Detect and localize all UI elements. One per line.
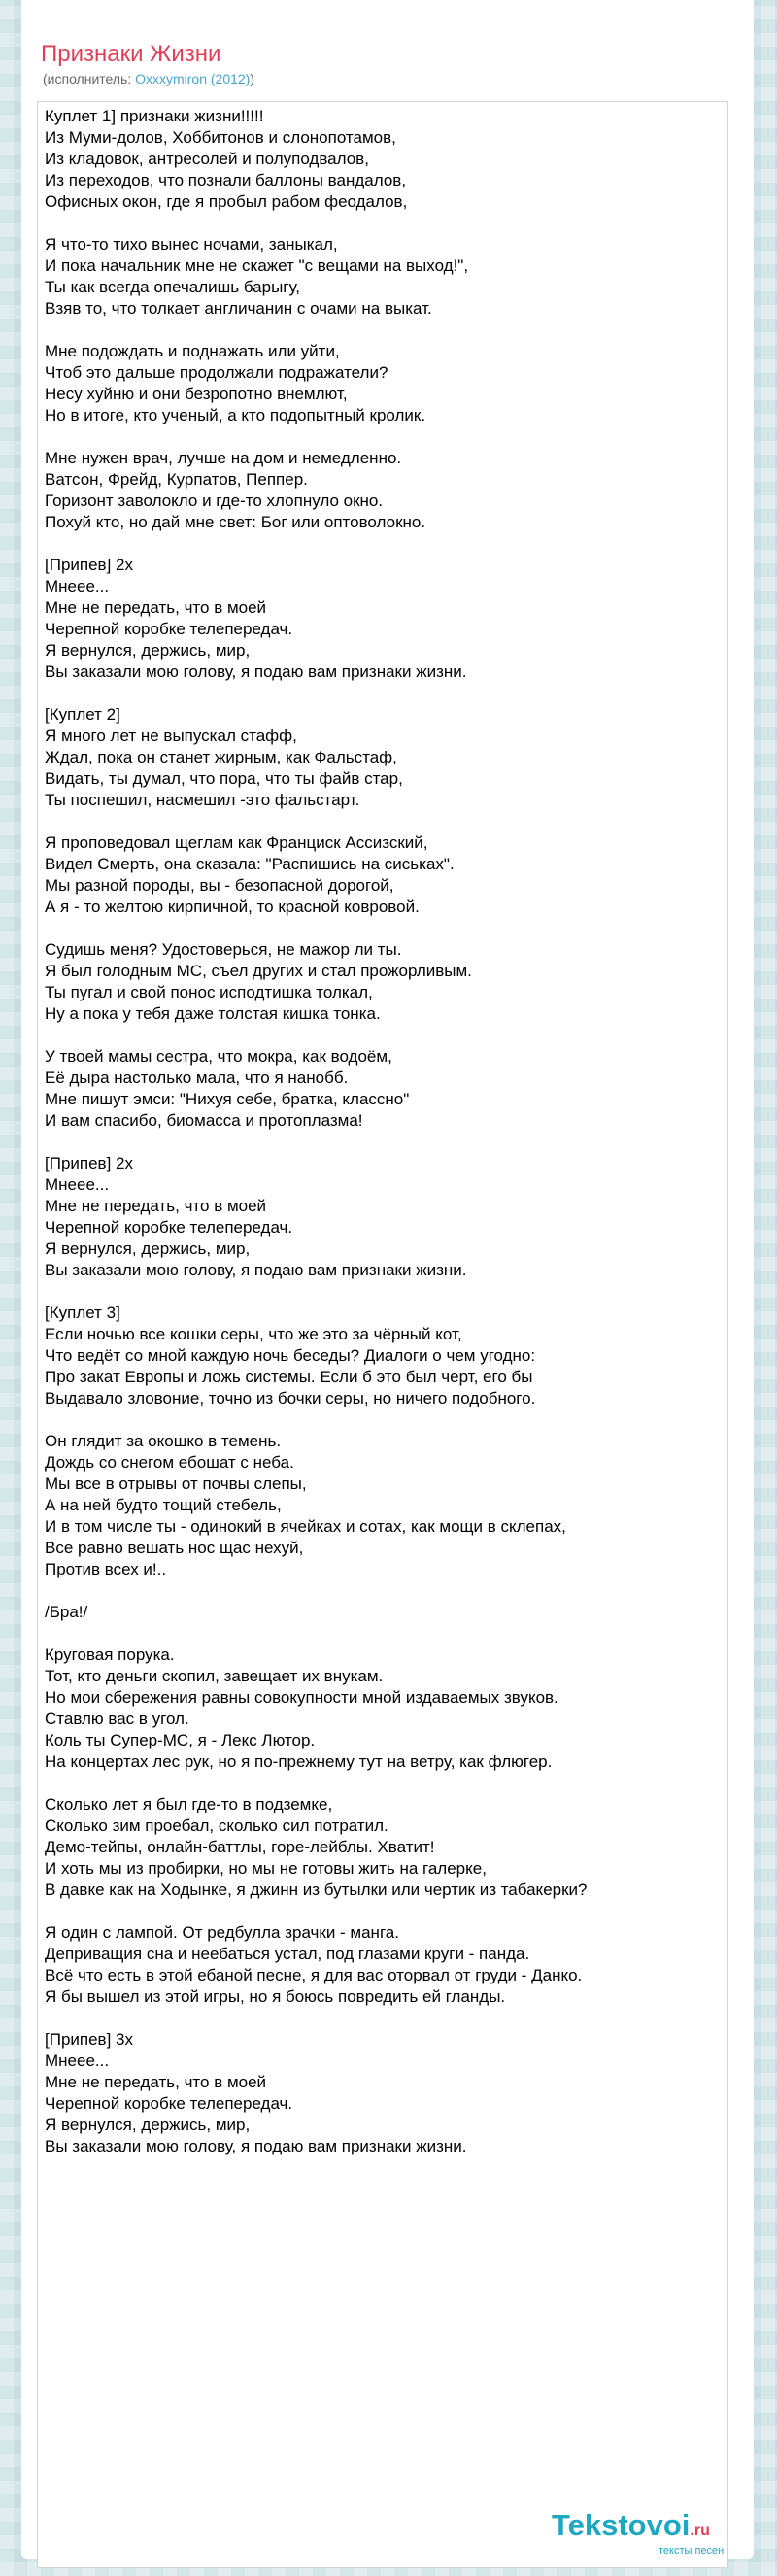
lyric-line: Вы заказали мою голову, я подаю вам признаки жизни.	[45, 662, 467, 681]
artist-line	[43, 70, 254, 87]
lyric-line: [Припев] 3x	[45, 2030, 133, 2049]
lyric-line: Мне не передать, что в моей	[45, 1197, 267, 1215]
artist-suffix: )	[250, 71, 255, 86]
lyric-blank-line	[45, 533, 727, 555]
lyric-line: Всё что есть в этой ебаной песне, я для вас оторвал от груди - Данко.	[45, 1966, 583, 1984]
lyric-line: Ждал, пока он станет жирным, как Фальстаф,	[45, 748, 397, 766]
lyric-line: Все равно вешать нос щас нехуй,	[45, 1539, 304, 1557]
lyric-blank-line	[45, 1025, 727, 1046]
lyric-line: Мы разной породы, вы - безопасной дорогой,	[45, 876, 394, 895]
lyric-line: Офисных окон, где я пробыл рабом феодалов,	[45, 192, 408, 211]
lyric-blank-line	[45, 1773, 727, 1794]
lyric-line: Ватсон, Фрейд, Курпатов, Пеппер.	[45, 470, 308, 489]
lyric-blank-line	[45, 918, 727, 939]
lyric-line: Я что-то тихо вынес ночами, заныкал,	[45, 235, 338, 254]
tekstovoi-logo[interactable]	[552, 2508, 746, 2562]
lyric-line: И хоть мы из пробирки, но мы не готовы жить на галерке,	[45, 1859, 487, 1878]
lyric-line: А я - то желтою кирпичной, то красной ковровой.	[45, 898, 420, 916]
lyric-blank-line	[45, 1409, 727, 1431]
artist-link[interactable]: Oxxxymiron (2012)	[135, 71, 251, 86]
lyric-line: Её дыра настолько мала, что я нанобб.	[45, 1068, 349, 1087]
lyric-line: Сколько зим проебал, сколько сил потратил.	[45, 1816, 388, 1835]
song-title: Признаки Жизни	[41, 41, 221, 67]
lyric-line: Видел Смерть, она сказала: "Распишись на сиськах".	[45, 855, 455, 873]
lyric-line: Что ведёт со мной каждую ночь беседы? Диалоги о чем угодно:	[45, 1346, 536, 1365]
lyric-line: Мне не передать, что в моей	[45, 2073, 267, 2091]
lyric-line: Черепной коробке телепередач.	[45, 2094, 293, 2113]
lyric-line: [Куплет 2]	[45, 705, 120, 724]
lyric-line: Вы заказали мою голову, я подаю вам признаки жизни.	[45, 2137, 467, 2155]
lyric-blank-line	[45, 1580, 727, 1602]
lyric-line: Взяв то, что толкает англичанин с очами на выкат.	[45, 299, 432, 318]
lyric-line: Из Муми-долов, Хоббитонов и слонопотамов,	[45, 128, 396, 147]
lyric-line: Я вернулся, держись, мир,	[45, 2116, 251, 2134]
lyric-line: Я бы вышел из этой игры, но я боюсь повредить ей гланды.	[45, 1987, 506, 2006]
lyric-line: А на ней будто тощий стебель,	[45, 1496, 282, 1514]
lyric-line: Мнеее...	[45, 2051, 110, 2070]
lyric-line: [Припев] 2x	[45, 1154, 133, 1172]
lyric-line: Тот, кто деньги скопил, завещает их внукам.	[45, 1667, 384, 1685]
lyric-blank-line	[45, 426, 727, 448]
lyric-line: [Куплет 3]	[45, 1304, 120, 1322]
lyric-line: Демо-тейпы, онлайн-баттлы, горе-лейблы. Хватит!	[45, 1838, 435, 1856]
lyric-line: Вы заказали мою голову, я подаю вам признаки жизни.	[45, 1261, 467, 1279]
lyric-line: Я один с лампой. От редбулла зрачки - манга.	[45, 1923, 399, 1942]
lyric-line: Мне подождать и поднажать или уйти,	[45, 342, 340, 360]
lyric-line: Черепной коробке телепередач.	[45, 620, 293, 638]
lyric-line: Сколько лет я был где-то в подземке,	[45, 1795, 333, 1813]
lyric-line: Дождь со снегом ебошат с неба.	[45, 1453, 294, 1472]
lyric-blank-line	[45, 811, 727, 832]
lyric-line: Но мои сбережения равны совокупности мной издаваемых звуков.	[45, 1688, 558, 1707]
lyric-line: Судишь меня? Удостоверься, не мажор ли ты.	[45, 940, 402, 959]
lyric-blank-line	[45, 683, 727, 704]
lyric-line: В давке как на Ходынке, я джинн из бутылки или чертик из табакерки?	[45, 1881, 588, 1899]
lyric-line: Видать, ты думал, что пора, что ты файв стар,	[45, 769, 403, 788]
lyric-line: И пока начальник мне не скажет "с вещами на выход!",	[45, 256, 469, 275]
lyric-blank-line	[45, 1901, 727, 1922]
lyric-line: Я проповедовал щеглам как Франциск Ассизский,	[45, 833, 428, 852]
lyric-line: Если ночью все кошки серы, что же это за чёрный кот,	[45, 1325, 462, 1343]
lyric-line: У твоей мамы сестра, что мокра, как водоём,	[45, 1047, 392, 1066]
lyric-line: Ставлю вас в угол.	[45, 1710, 189, 1728]
lyric-line: Ну а пока у тебя даже толстая кишка тонка.	[45, 1004, 381, 1023]
lyric-blank-line	[45, 1281, 727, 1303]
lyric-line: На концертах лес рук, но я по-прежнему тут на ветру, как флюгер.	[45, 1752, 553, 1771]
lyric-line: Горизонт заволокло и где-то хлопнуло окно.	[45, 491, 384, 510]
logo-name: Tekstovoi	[552, 2508, 691, 2542]
lyric-line: Я был голодным МС, съел других и стал прожорливым.	[45, 962, 472, 980]
lyric-line: Чтоб это дальше продолжали подражатели?	[45, 363, 388, 382]
lyric-line: Из переходов, что познали баллоны вандалов,	[45, 171, 407, 189]
lyric-line: Куплет 1] признаки жизни!!!!!	[45, 107, 264, 125]
lyric-line: Коль ты Супер-МС, я - Лекс Лютор.	[45, 1731, 316, 1749]
lyric-line: Из кладовок, антресолей и полуподвалов,	[45, 150, 369, 168]
lyric-line: /Бра!/	[45, 1603, 88, 1621]
lyric-line: Мы все в отрывы от почвы слепы,	[45, 1474, 307, 1493]
lyric-line: [Припев] 2x	[45, 556, 133, 574]
lyric-line: Мне не передать, что в моей	[45, 598, 267, 617]
lyric-blank-line	[45, 320, 727, 341]
logo-tagline: тексты песен	[659, 2545, 725, 2557]
lyrics-box	[37, 101, 728, 2568]
lyric-line: Мне пишут эмси: "Нихуя себе, братка, классно"	[45, 1090, 410, 1108]
lyric-line: Я вернулся, держись, мир,	[45, 641, 251, 660]
lyric-line: Но в итоге, кто ученый, а кто подопытный кролик.	[45, 406, 426, 424]
lyric-line: Он глядит за окошко в темень.	[45, 1432, 282, 1450]
lyric-line: Черепной коробке телепередач.	[45, 1218, 293, 1237]
lyric-line: Мне нужен врач, лучше на дом и немедленно.	[45, 449, 402, 467]
lyric-line: Круговая порука.	[45, 1645, 175, 1664]
lyric-line: Похуй кто, но дай мне свет: Бог или оптоволокно.	[45, 513, 426, 531]
logo-domain: .ru	[690, 2523, 710, 2539]
artist-prefix: (исполнитель:	[43, 71, 136, 86]
lyric-blank-line	[45, 1132, 727, 1153]
lyric-line: Мнеее...	[45, 1175, 110, 1194]
lyric-line: Мнеее...	[45, 577, 110, 595]
lyric-line: Я вернулся, держись, мир,	[45, 1239, 251, 1258]
lyric-blank-line	[45, 2008, 727, 2029]
song-header	[21, 0, 754, 101]
lyric-line: Несу хуйню и они безропотно внемлют,	[45, 385, 348, 403]
lyric-line: Я много лет не выпускал стафф,	[45, 727, 297, 745]
lyric-blank-line	[45, 213, 727, 234]
lyric-line: Ты пугал и свой понос исподтишка толкал,	[45, 983, 373, 1001]
lyric-line: Выдавало зловоние, точно из бочки серы, но ничего подобного.	[45, 1389, 536, 1407]
lyric-line: И в том числе ты - одинокий в ячейках и сотах, как мощи в склепах,	[45, 1517, 566, 1536]
lyric-line: Против всех и!..	[45, 1560, 167, 1578]
lyric-line: И вам спасибо, биомасса и протоплазма!	[45, 1111, 363, 1130]
lyric-line: Про закат Европы и ложь системы. Если б это был черт, его бы	[45, 1368, 533, 1386]
lyric-line: Ты поспешил, насмешил -это фальстарт.	[45, 791, 360, 809]
logo-text	[552, 2508, 710, 2543]
lyric-line: Деприващия сна и неебаться устал, под глазами круги - панда.	[45, 1945, 530, 1963]
lyric-blank-line	[45, 1623, 727, 1644]
lyric-line: Ты как всегда опечалишь барыгу,	[45, 278, 301, 296]
